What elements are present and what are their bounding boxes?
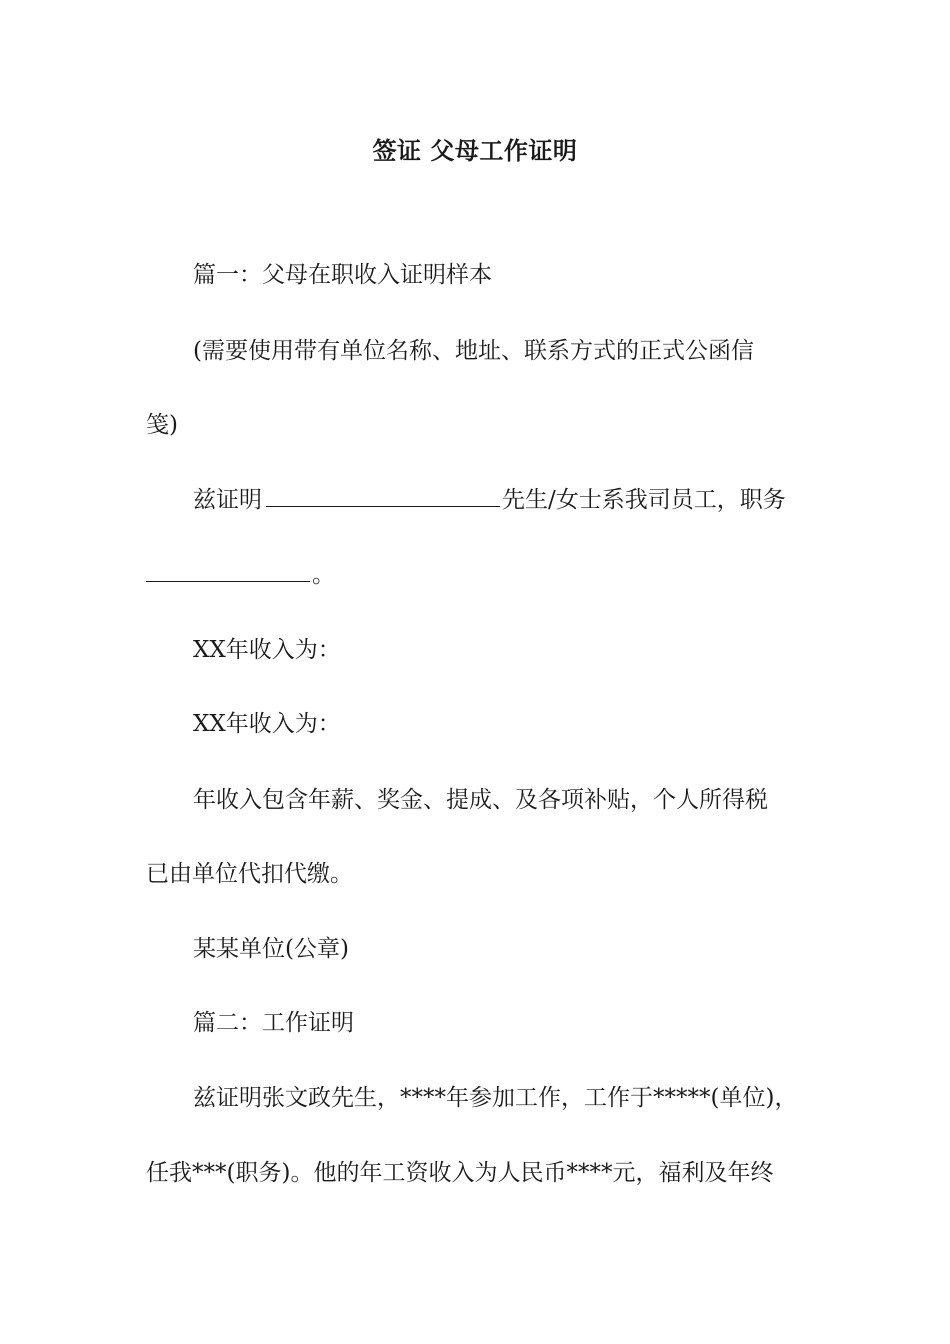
sample2-heading: 篇二：工作证明: [193, 1010, 354, 1036]
income-year1: XX年收入为：: [193, 637, 341, 663]
sample1-note-line1: (需要使用带有单位名称、地址、联系方式的正式公函信: [193, 338, 754, 364]
position-blank: [146, 559, 310, 582]
cert-end: 。: [312, 562, 335, 588]
sample1-heading: 篇一：父母在职收入证明样本: [193, 262, 492, 288]
income-note-line2: 已由单位代扣代缴。: [146, 861, 353, 887]
sample2-body-line2: 任我***(职务)。他的年工资收入为人民币****元，福利及年终: [146, 1160, 774, 1186]
income-note-line1: 年收入包含年薪、奖金、提成、及各项补贴，个人所得税: [193, 787, 768, 813]
sample2-body-line1: 兹证明张文政先生，****年参加工作，工作于*****(单位)，: [193, 1085, 798, 1111]
certification-line: [193, 483, 816, 517]
company-seal: 某某单位(公章): [193, 936, 349, 962]
position-line: [146, 558, 816, 592]
income-year2: XX年收入为：: [193, 711, 341, 737]
sample1-note-line2: 笺): [146, 412, 178, 438]
name-blank: [266, 484, 500, 507]
cert-suffix: 先生/女士系我司员工，职务: [502, 487, 786, 513]
document-title: 签证 父母工作证明: [372, 137, 578, 165]
cert-prefix: 兹证明: [193, 487, 262, 513]
